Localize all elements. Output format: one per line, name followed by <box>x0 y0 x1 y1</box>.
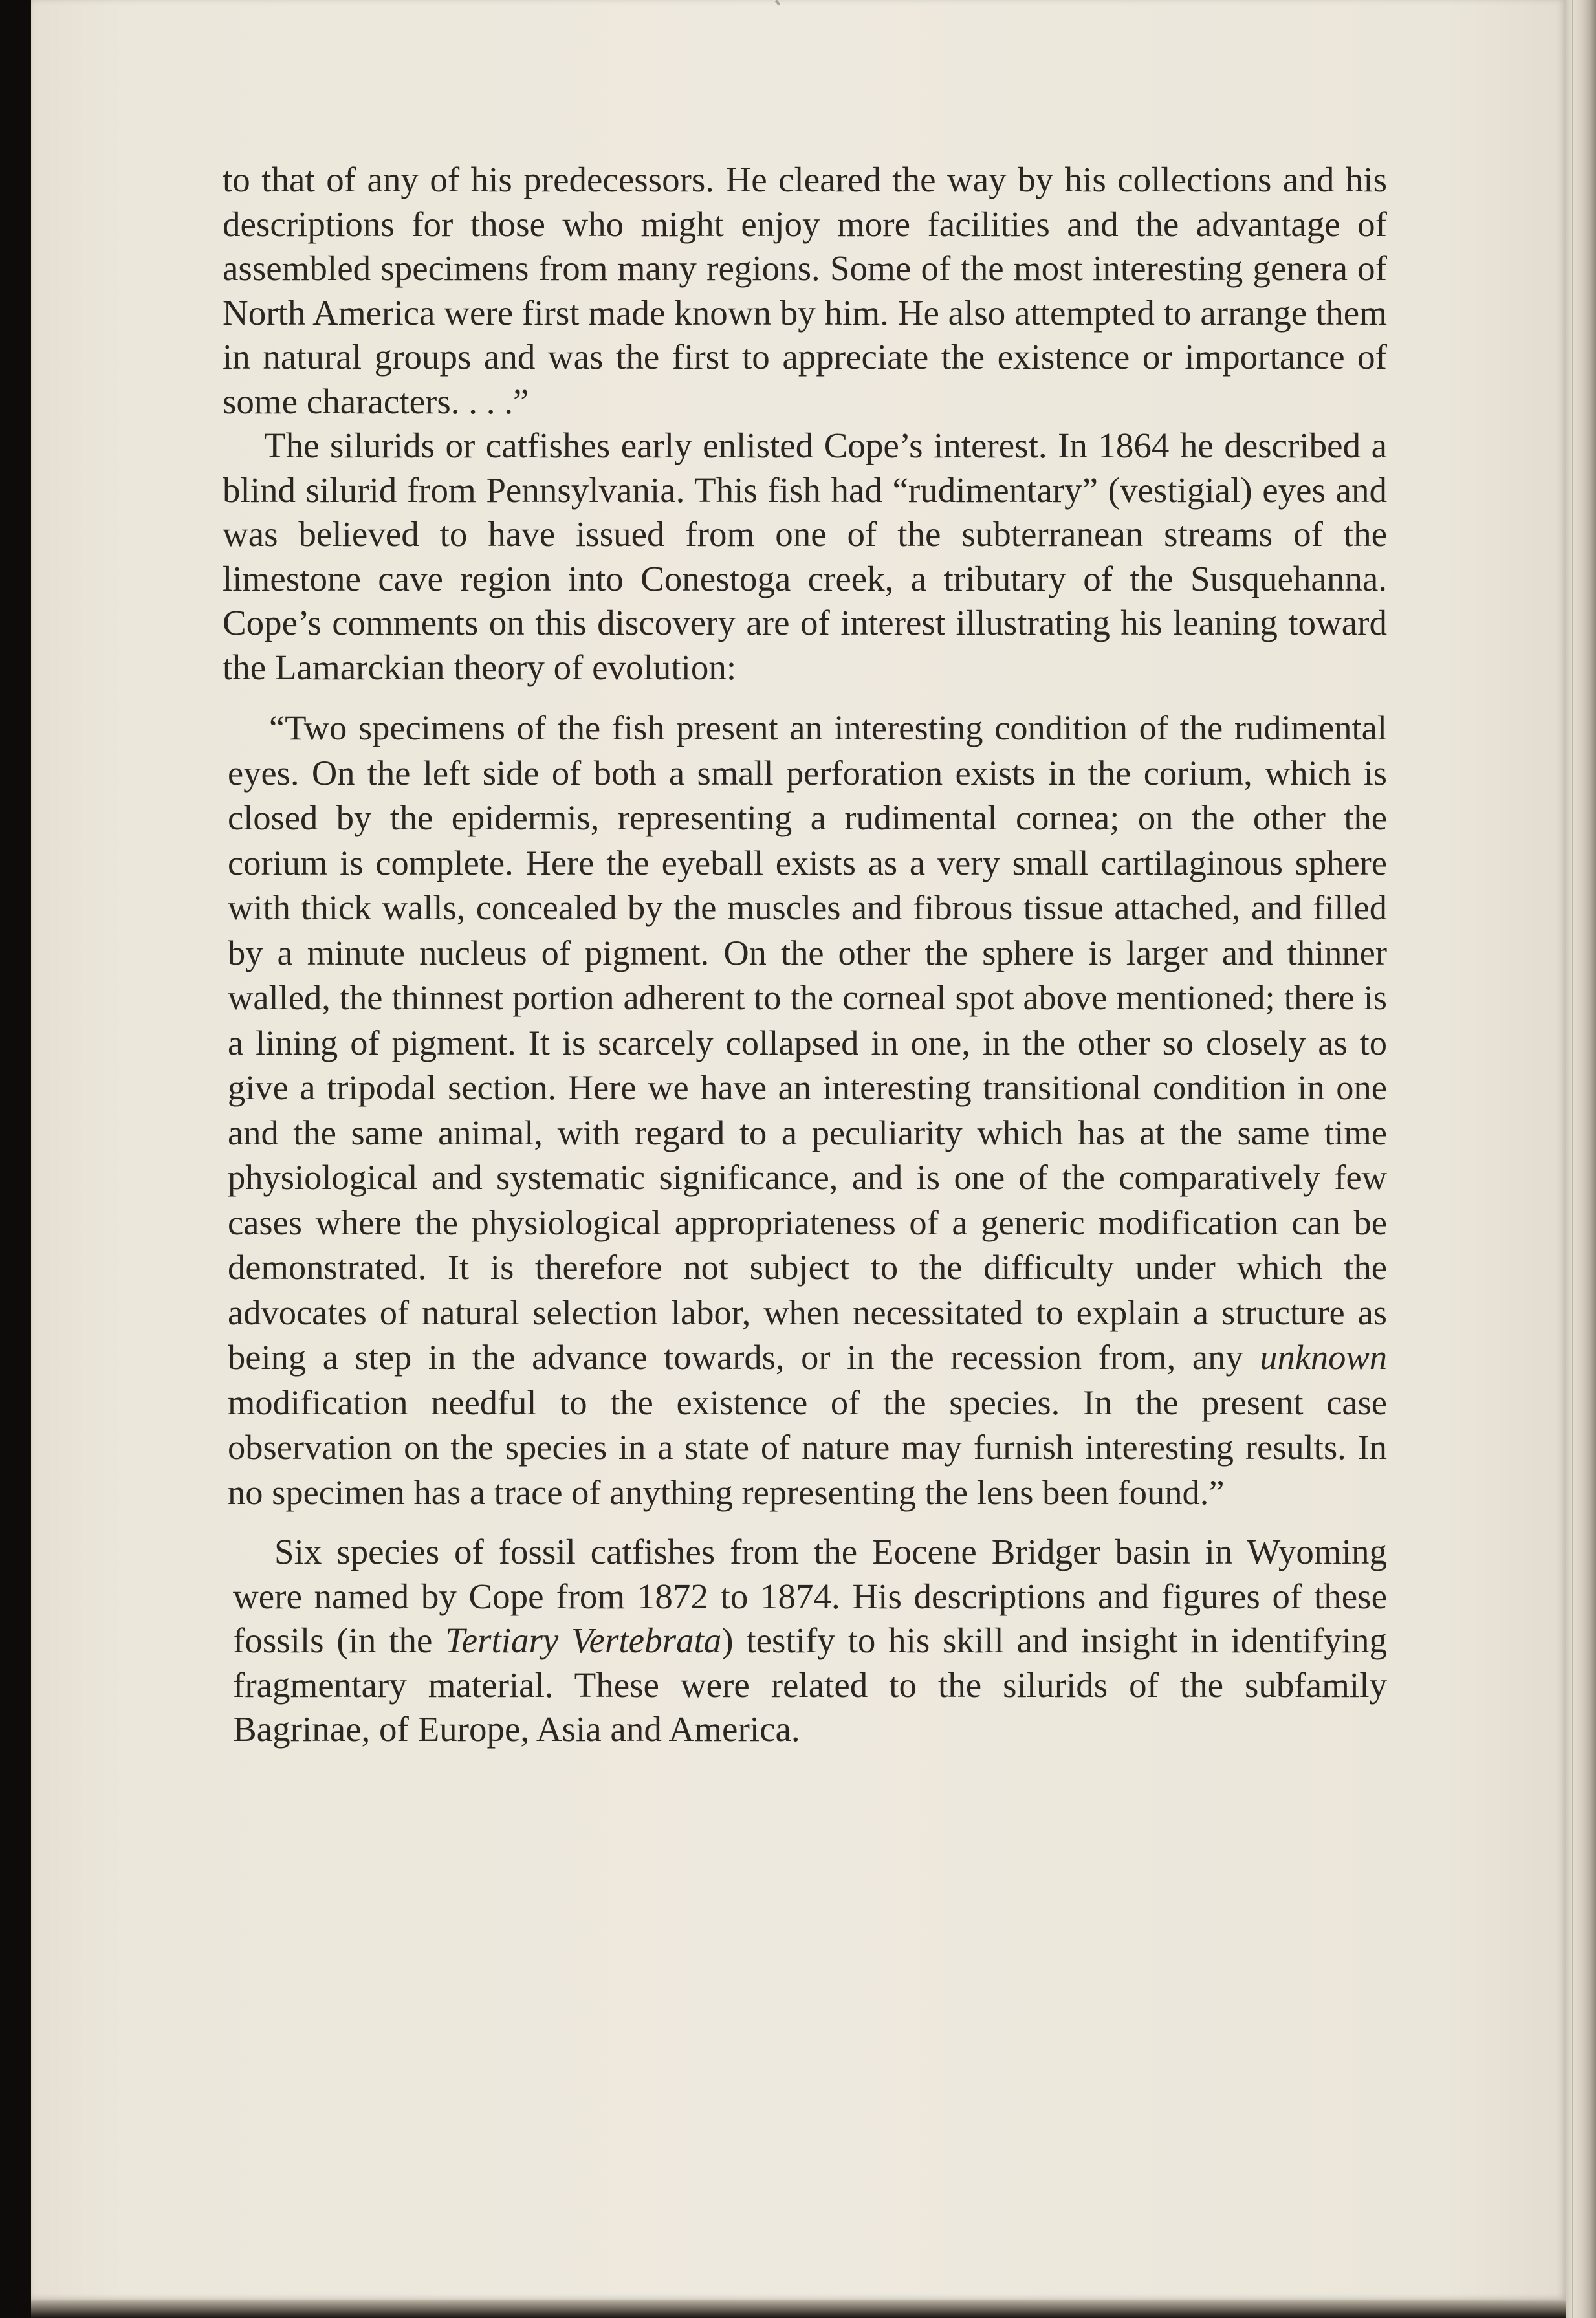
block-quote <box>223 705 1387 1514</box>
body-text <box>223 158 1387 1752</box>
paragraph-1 <box>223 158 1387 424</box>
paragraph-1-text: to that of any of his predecessors. He cleared the way by his collections and his descriptions for those who might enjoy more facilities and the advantage of assembled specimens from many regions. Some of the most interesting genera of North America were first made known by him. He also attempted to arrange them in natural groups and was the first to appreciate the existence or importance of some characters. . . .” <box>223 160 1387 421</box>
page-edge-stack <box>1566 0 1596 2318</box>
paragraph-2 <box>223 424 1387 690</box>
paragraph-4-text-1: Six species of fossil catfishes from the Eocene Bridger basin in Wyoming were named by Cope from 1872 to 1874. His descriptions and figures of these fossils (in the <box>233 1532 1387 1660</box>
paragraph-4-text-2: ) testify to his skill and insight in identifying fragmentary material. These were related to the silurids of the subfamily Bagrinae, of Europe, Asia and America. <box>233 1621 1387 1749</box>
block-quote-italic-unknown: unknown <box>1260 1337 1387 1377</box>
paragraph-4-italic-title: Tertiary Vertebrata <box>445 1621 722 1660</box>
page-bottom-shadow <box>31 2300 1566 2318</box>
paper-speck <box>775 0 780 5</box>
paragraph-2-text: The silurids or catfishes early enlisted Cope’s interest. In 1864 he described a blind silurid from Pennsylvania. This fish had “rudimentary” (vestigial) eyes and was believed to have issued from one of the subterranean streams of the limestone cave region into Conestoga creek, a tributary of the Susquehanna. Cope’s comments on this discovery are of interest illustrating his leaning toward the Lamarckian theory of evolution: <box>223 426 1387 687</box>
paragraph-4 <box>223 1530 1387 1752</box>
block-quote-text-2: modification needful to the existence of the species. In the present case observation on the species in a state of nature may furnish interesting results. In no specimen has a trace of anything representing the lens been found.” <box>228 1382 1387 1512</box>
block-quote-text-1: “Two specimens of the fish present an interesting condition of the rudimental eyes. On the left side of both a small perforation exists in the corium, which is closed by the epidermis, representing a rudimental cornea; on the other the corium is complete. Here the eyeball exists as a very small cartilaginous sphere with thick walls, concealed by the muscles and fibrous tissue attached, and filled by a minute nucleus of pigment. On the other the sphere is larger and thinner walled, the thinnest portion adherent to the corneal spot above mentioned; there is a lining of pigment. It is scarcely collapsed in one, in the other so closely as to give a tripodal section. Here we have an interesting transitional condition in one and the same animal, with regard to a peculiarity which has at the same time physiological and systematic significance, and is one of the comparatively few cases where the physiological appropriateness of a generic modification can be demonstrated. It is therefore not subject to the difficulty under which the advocates of natural selection labor, when necessitated to explain a structure as being a step in the advance towards, or in the recession from, any <box>228 708 1387 1377</box>
